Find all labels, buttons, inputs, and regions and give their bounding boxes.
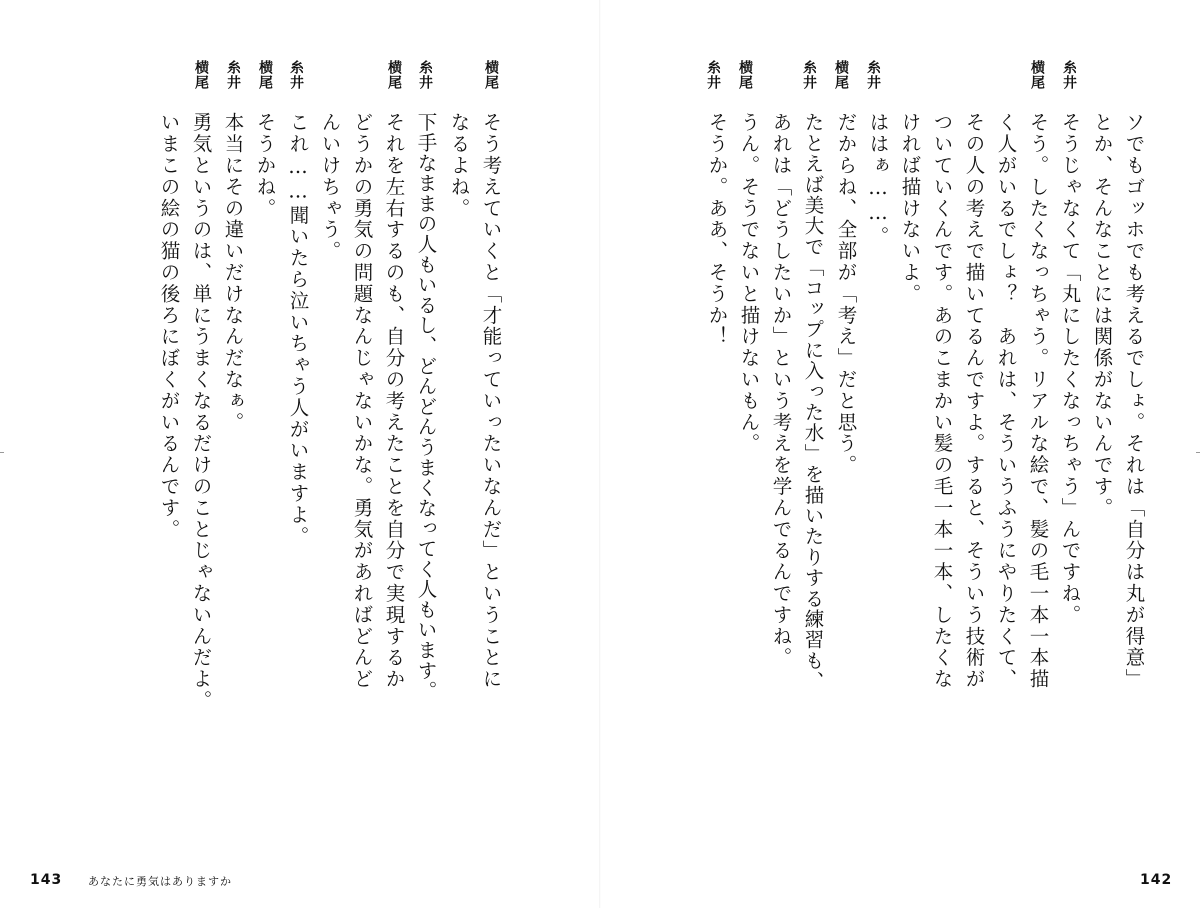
text-line: 下手なままの人もいるし、どんどんうまくなってく人もいます。 [414,112,438,701]
right-page [600,0,1200,908]
text-line: たとえば美大で「コップに入った水」を描いたりする練習も、 [801,112,825,692]
running-title: あなたに勇気はありますか [88,875,232,888]
page-number: 143 [30,872,63,888]
text-line: なるよね。 [447,112,471,219]
text-line: 本当にその違いだけなんだなぁ。 [221,112,245,433]
speaker-label: 糸井 [417,60,433,90]
speaker-label: 横尾 [833,60,849,90]
page-number: 142 [1140,872,1173,888]
edge-mark [0,452,4,453]
text-line: どうかの勇気の問題なんじゃないかな。勇気があればどんど [350,112,374,690]
speaker-label: 糸井 [705,60,721,90]
text-line: とか、そんなことには関係がないんです。 [1090,112,1114,519]
text-line: ソでもゴッホでも考えるでしょ。それは「自分は丸が得意」 [1122,112,1146,690]
speaker-label: 糸井 [1061,60,1077,90]
speaker-label: 横尾 [257,60,273,90]
text-line: そうじゃなくて「丸にしたくなっちゃう」んですね。 [1058,112,1082,626]
text-line: その人の考えで描いてるんですよ。すると、そういう技術が [962,112,986,690]
speaker-label: 糸井 [288,60,304,90]
speaker-label: 横尾 [386,60,402,90]
speaker-label: 横尾 [737,60,753,90]
text-line: うん。そうでないと描けないもん。 [737,112,761,455]
speaker-label: 糸井 [801,60,817,90]
text-line: ければ描けないよ。 [898,112,922,305]
text-line: ついていくんです。あのこまかい髪の毛一本一本、したくな [930,112,954,690]
text-line: あれは「どうしたいか」という考えを学んでるんですね。 [769,112,793,669]
text-line: そうかね。 [253,112,277,219]
speaker-label: 糸井 [225,60,241,90]
text-line: これ……聞いたら泣いちゃう人がいますよ。 [286,112,310,547]
text-line: そう考えていくと「才能っていったいなんだ」ということに [479,112,503,690]
text-line: そうか。ああ、そうか！ [705,112,729,348]
text-line: 勇気というのは、単にうまくなるだけのことじゃないんだよ。 [189,112,213,712]
speaker-label: 横尾 [483,60,499,90]
text-line: それを左右するのも、自分の考えたことを自分で実現するか [382,112,406,690]
edge-mark [1196,452,1200,453]
text-line: そう。したくなっちゃう。リアルな絵で、髪の毛一本一本描 [1026,112,1050,690]
text-line: んいけちゃう。 [318,112,342,262]
text-line: ははぁ……。 [866,112,890,248]
speaker-label: 横尾 [193,60,209,90]
text-line: いまこの絵の猫の後ろにぼくがいるんです。 [157,112,181,540]
text-line: く人がいるでしょ？ あれは、そういうふうにやりたくて、 [994,112,1018,690]
text-line: だからね、全部が「考え」だと思う。 [834,112,858,476]
speaker-label: 横尾 [1029,60,1045,90]
speaker-label: 糸井 [865,60,881,90]
